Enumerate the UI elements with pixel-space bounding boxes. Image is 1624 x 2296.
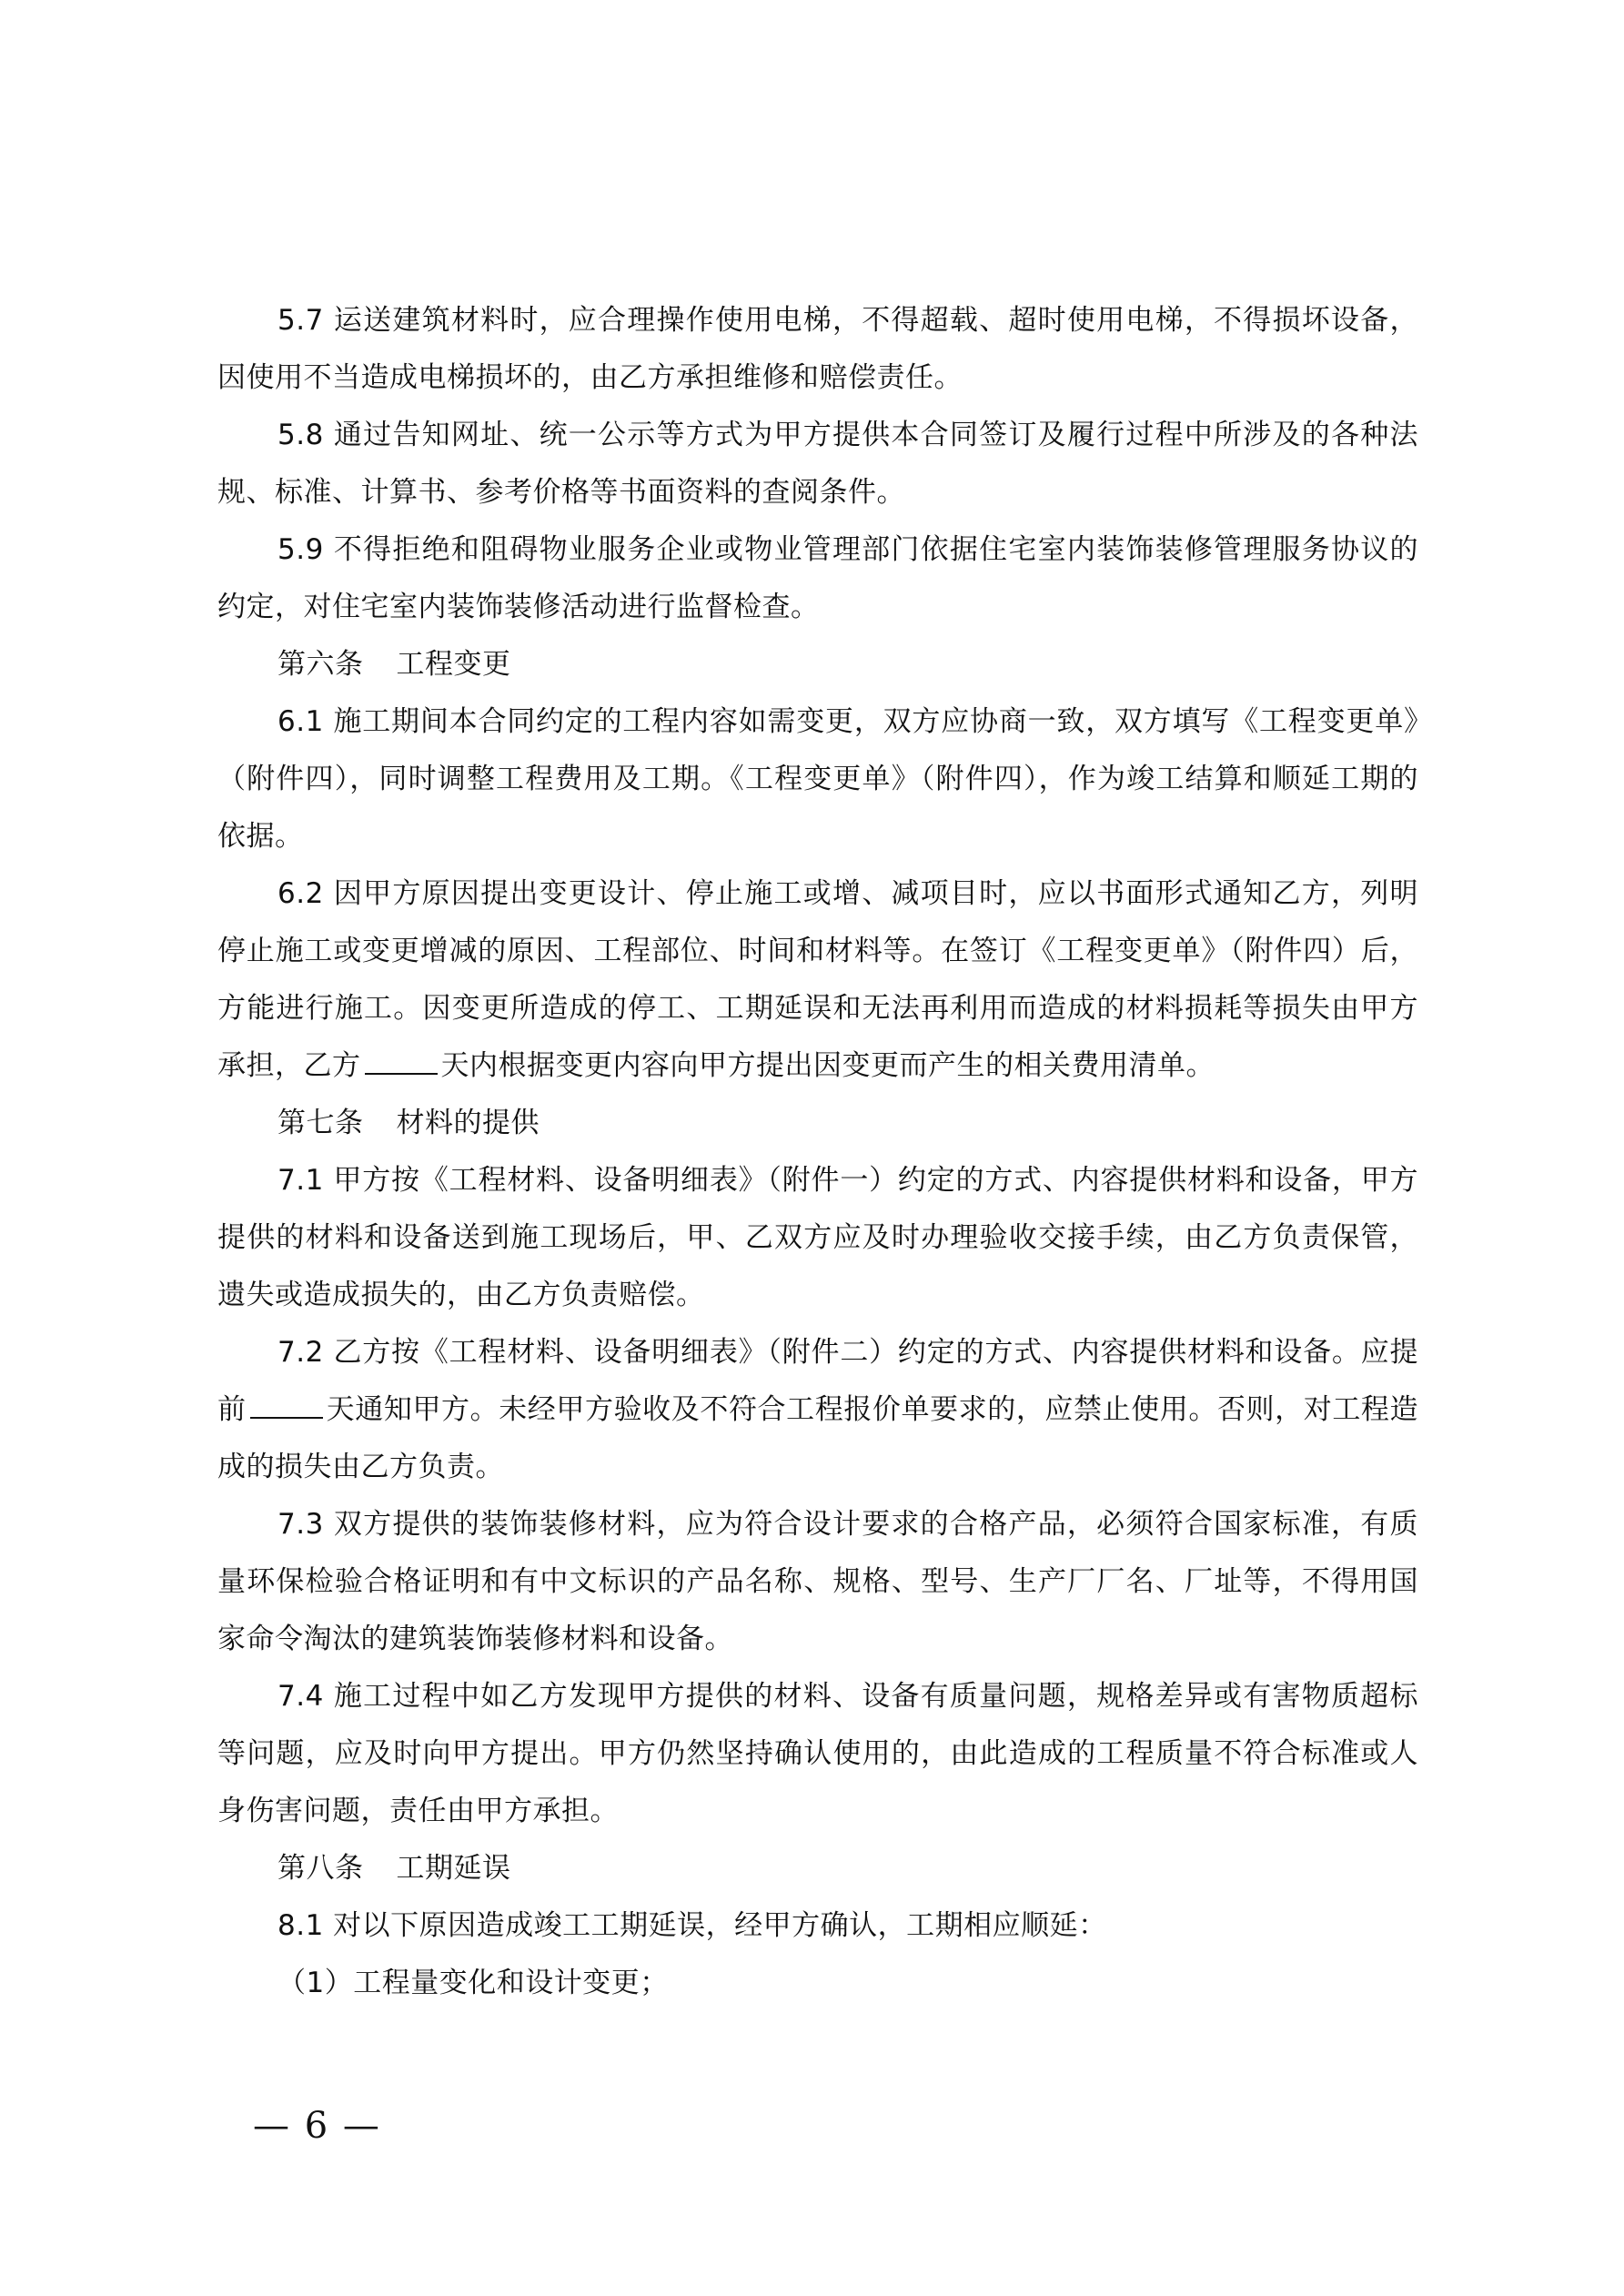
article-number: 第六条 <box>277 648 364 681</box>
contract-body <box>217 292 1418 2012</box>
clause-6-1: 6.1 施工期间本合同约定的工程内容如需变更，双方应协商一致，双方填写《工程变更单》（附件四），同时调整工程费用及工期。《工程变更单》（附件四），作为竣工结算和顺延工期的依据。 <box>217 705 1418 853</box>
clause-7-4: 7.4 施工过程中如乙方发现甲方提供的材料、设备有质量问题，规格差异或有害物质超标等问题，应及时向甲方提出。甲方仍然坚持确认使用的，由此造成的工程质量不符合标准或人身伤害问题，责任由甲方承担。 <box>217 1680 1418 1827</box>
clause-7-2 <box>217 1324 1418 1496</box>
fill-in-blank-days <box>250 1391 323 1419</box>
clause-7-3: 7.3 双方提供的装饰装修材料，应为符合设计要求的合格产品，必须符合国家标准，有质量环保检验合格证明和有中文标识的产品名称、规格、型号、生产厂厂名、厂址等，不得用国家命令淘汰的建筑装饰装修材料和设备。 <box>217 1508 1418 1655</box>
article-title: 工期延误 <box>396 1852 511 1885</box>
clause-text-before-blank: 6.2 因甲方原因提出变更设计、停止施工或增、减项目时，应以书面形式通知乙方，列明停止施工或变更增减的原因、工程部位、时间和材料等。在签订《工程变更单》（附件四）后，方能进行施工。因变更所造成的停工、工期延误和无法再利用而造成的材料损耗等损失由甲方承担，乙方 <box>217 877 1418 1082</box>
article-7-heading <box>217 1095 1418 1152</box>
clause-text-before-blank: 7.2 乙方按《工程材料、设备明细表》（附件二）约定的方式、内容提供材料和设备。应提前 <box>217 1336 1418 1426</box>
clause-5-8: 5.8 通过告知网址、统一公示等方式为甲方提供本合同签订及履行过程中所涉及的各种法规、标准、计算书、参考价格等书面资料的查阅条件。 <box>217 419 1418 509</box>
fill-in-blank-days <box>365 1047 438 1075</box>
article-title: 工程变更 <box>396 648 511 681</box>
article-number: 第七条 <box>277 1107 364 1139</box>
clause-5-7: 5.7 运送建筑材料时，应合理操作使用电梯，不得超载、超时使用电梯，不得损坏设备，因使用不当造成电梯损坏的，由乙方承担维修和赔偿责任。 <box>217 304 1418 394</box>
clause-6-2 <box>217 865 1418 1095</box>
page-number: — 6 — <box>253 2105 381 2147</box>
clause-text-after-blank: 天内根据变更内容向甲方提出因变更而产生的相关费用清单。 <box>440 1049 1215 1082</box>
clause-text-after-blank: 天通知甲方。未经甲方验收及不符合工程报价单要求的，应禁止使用。否则，对工程造成的损失由乙方负责。 <box>217 1393 1418 1483</box>
clause-8-1: 8.1 对以下原因造成竣工工期延误，经甲方确认，工期相应顺延： <box>277 1909 1107 1942</box>
article-title: 材料的提供 <box>396 1107 540 1139</box>
clause-7-1: 7.1 甲方按《工程材料、设备明细表》（附件一）约定的方式、内容提供材料和设备，甲方提供的材料和设备送到施工现场后，甲、乙双方应及时办理验收交接手续，由乙方负责保管，遗失或造成损失的，由乙方负责赔偿。 <box>217 1164 1418 1311</box>
clause-5-9: 5.9 不得拒绝和阻碍物业服务企业或物业管理部门依据住宅室内装饰装修管理服务协议的约定，对住宅室内装饰装修活动进行监督检查。 <box>217 533 1418 623</box>
clause-8-1-item-1: （1）工程量变化和设计变更； <box>277 1967 669 1999</box>
article-number: 第八条 <box>277 1852 364 1885</box>
article-8-heading <box>217 1840 1418 1897</box>
article-6-heading <box>217 636 1418 693</box>
